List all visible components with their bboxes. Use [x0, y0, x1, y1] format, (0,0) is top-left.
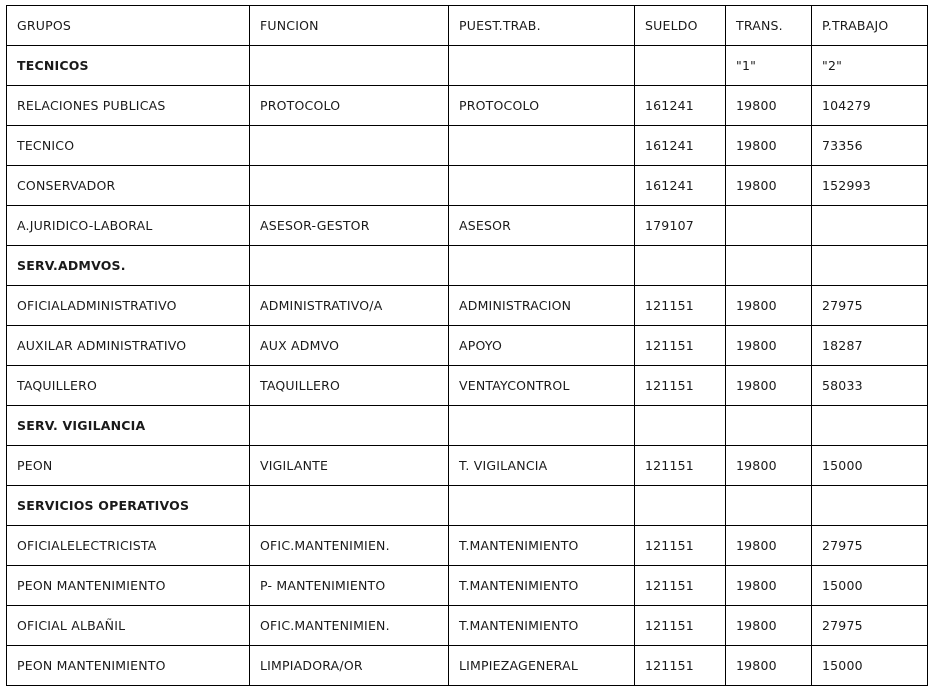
cell-sueldo: 121151	[635, 326, 726, 366]
cell-grupo: PEON	[7, 446, 250, 486]
cell-funcion: LIMPIADORA/OR	[250, 646, 449, 686]
cell-puest-trab	[449, 126, 635, 166]
cell-puest-trab: APOYO	[449, 326, 635, 366]
table-row	[7, 166, 928, 206]
cell-p-trabajo: "2"	[812, 46, 928, 86]
cell-sueldo: 121151	[635, 646, 726, 686]
cell-sueldo: 179107	[635, 206, 726, 246]
cell-funcion: TAQUILLERO	[250, 366, 449, 406]
cell-grupo: PEON MANTENIMIENTO	[7, 646, 250, 686]
cell-funcion: ADMINISTRATIVO/A	[250, 286, 449, 326]
table-row	[7, 206, 928, 246]
table-row	[7, 446, 928, 486]
header-sueldo: SUELDO	[635, 6, 726, 46]
cell-trans: 19800	[726, 366, 812, 406]
cell-grupo: OFICIALELECTRICISTA	[7, 526, 250, 566]
table-header-row	[7, 6, 928, 46]
salary-table	[6, 5, 928, 686]
cell-puest-trab	[449, 166, 635, 206]
group-label: SERV.ADMVOS.	[7, 246, 250, 286]
cell-funcion: ASESOR-GESTOR	[250, 206, 449, 246]
table-row	[7, 566, 928, 606]
cell-puest-trab: T.MANTENIMIENTO	[449, 566, 635, 606]
cell-sueldo: 121151	[635, 286, 726, 326]
table-row	[7, 526, 928, 566]
group-header-row	[7, 486, 928, 526]
cell-trans: 19800	[726, 286, 812, 326]
cell-sueldo	[635, 46, 726, 86]
cell-p-trabajo: 104279	[812, 86, 928, 126]
cell-funcion: AUX ADMVO	[250, 326, 449, 366]
cell-grupo: OFICIALADMINISTRATIVO	[7, 286, 250, 326]
cell-grupo: PEON MANTENIMIENTO	[7, 566, 250, 606]
cell-trans: 19800	[726, 606, 812, 646]
cell-trans: "1"	[726, 46, 812, 86]
cell-trans: 19800	[726, 86, 812, 126]
cell-trans: 19800	[726, 446, 812, 486]
cell-funcion: VIGILANTE	[250, 446, 449, 486]
group-label: SERVICIOS OPERATIVOS	[7, 486, 250, 526]
cell-trans: 19800	[726, 646, 812, 686]
group-header-row	[7, 46, 928, 86]
cell-p-trabajo: 27975	[812, 526, 928, 566]
table-body	[7, 6, 928, 686]
cell-grupo: RELACIONES PUBLICAS	[7, 86, 250, 126]
cell-trans: 19800	[726, 326, 812, 366]
cell-sueldo: 121151	[635, 606, 726, 646]
cell-sueldo	[635, 486, 726, 526]
cell-funcion	[250, 126, 449, 166]
cell-p-trabajo	[812, 486, 928, 526]
cell-puest-trab: VENTAYCONTROL	[449, 366, 635, 406]
cell-funcion	[250, 486, 449, 526]
cell-p-trabajo: 73356	[812, 126, 928, 166]
group-header-row	[7, 406, 928, 446]
header-puest-trab: PUEST.TRAB.	[449, 6, 635, 46]
cell-funcion: OFIC.MANTENIMIEN.	[250, 606, 449, 646]
cell-grupo: TECNICO	[7, 126, 250, 166]
cell-p-trabajo: 27975	[812, 286, 928, 326]
cell-puest-trab: ASESOR	[449, 206, 635, 246]
cell-sueldo: 161241	[635, 126, 726, 166]
table-row	[7, 366, 928, 406]
cell-trans: 19800	[726, 566, 812, 606]
cell-p-trabajo	[812, 206, 928, 246]
table-row	[7, 606, 928, 646]
cell-p-trabajo	[812, 406, 928, 446]
cell-puest-trab: T. VIGILANCIA	[449, 446, 635, 486]
group-label: SERV. VIGILANCIA	[7, 406, 250, 446]
cell-p-trabajo: 15000	[812, 446, 928, 486]
cell-puest-trab	[449, 246, 635, 286]
table-row	[7, 286, 928, 326]
header-funcion: FUNCION	[250, 6, 449, 46]
group-label: TECNICOS	[7, 46, 250, 86]
cell-grupo: A.JURIDICO-LABORAL	[7, 206, 250, 246]
table-row	[7, 126, 928, 166]
cell-puest-trab: ADMINISTRACION	[449, 286, 635, 326]
cell-puest-trab	[449, 46, 635, 86]
cell-grupo: OFICIAL ALBAÑIL	[7, 606, 250, 646]
cell-trans: 19800	[726, 526, 812, 566]
header-p-trabajo: P.TRABAJO	[812, 6, 928, 46]
cell-puest-trab: T.MANTENIMIENTO	[449, 526, 635, 566]
cell-sueldo: 121151	[635, 566, 726, 606]
cell-trans	[726, 206, 812, 246]
cell-funcion: OFIC.MANTENIMIEN.	[250, 526, 449, 566]
table-row	[7, 86, 928, 126]
cell-puest-trab: PROTOCOLO	[449, 86, 635, 126]
cell-sueldo: 121151	[635, 446, 726, 486]
cell-p-trabajo: 27975	[812, 606, 928, 646]
cell-funcion	[250, 166, 449, 206]
cell-grupo: TAQUILLERO	[7, 366, 250, 406]
cell-puest-trab	[449, 406, 635, 446]
cell-sueldo	[635, 246, 726, 286]
cell-grupo: CONSERVADOR	[7, 166, 250, 206]
cell-p-trabajo	[812, 246, 928, 286]
cell-funcion	[250, 406, 449, 446]
header-trans: TRANS.	[726, 6, 812, 46]
cell-puest-trab: LIMPIEZAGENERAL	[449, 646, 635, 686]
table-row	[7, 326, 928, 366]
group-header-row	[7, 246, 928, 286]
cell-funcion: PROTOCOLO	[250, 86, 449, 126]
cell-trans	[726, 246, 812, 286]
cell-sueldo	[635, 406, 726, 446]
cell-grupo: AUXILAR ADMINISTRATIVO	[7, 326, 250, 366]
cell-funcion	[250, 246, 449, 286]
cell-funcion	[250, 46, 449, 86]
cell-p-trabajo: 15000	[812, 646, 928, 686]
cell-funcion: P- MANTENIMIENTO	[250, 566, 449, 606]
cell-p-trabajo: 58033	[812, 366, 928, 406]
cell-trans	[726, 486, 812, 526]
cell-sueldo: 161241	[635, 166, 726, 206]
header-grupos: GRUPOS	[7, 6, 250, 46]
table-row	[7, 646, 928, 686]
cell-trans: 19800	[726, 166, 812, 206]
cell-sueldo: 161241	[635, 86, 726, 126]
cell-p-trabajo: 152993	[812, 166, 928, 206]
cell-sueldo: 121151	[635, 526, 726, 566]
cell-p-trabajo: 15000	[812, 566, 928, 606]
cell-p-trabajo: 18287	[812, 326, 928, 366]
cell-trans: 19800	[726, 126, 812, 166]
cell-puest-trab	[449, 486, 635, 526]
cell-puest-trab: T.MANTENIMIENTO	[449, 606, 635, 646]
cell-trans	[726, 406, 812, 446]
cell-sueldo: 121151	[635, 366, 726, 406]
